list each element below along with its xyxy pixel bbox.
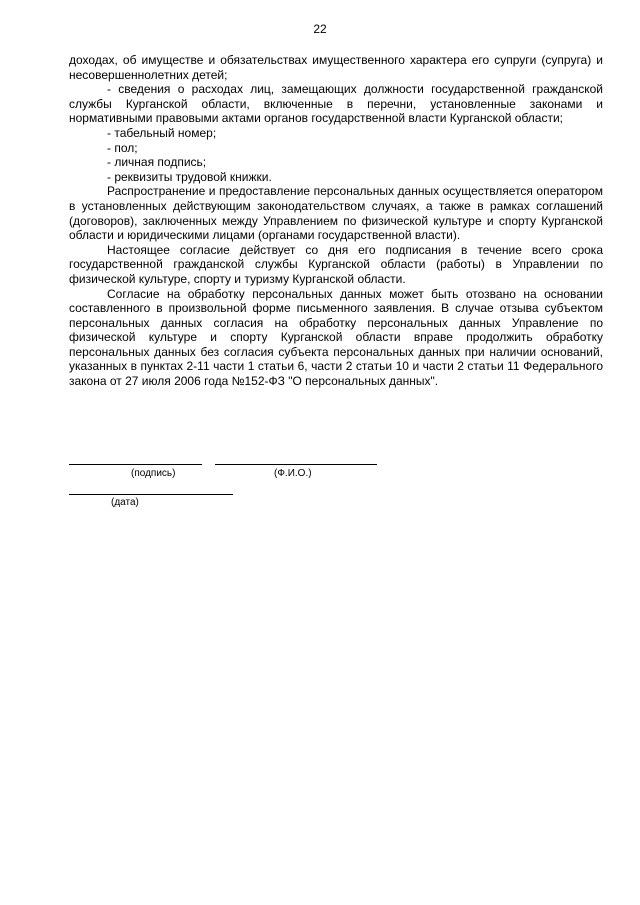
paragraph-validity: Настоящее согласие действует со дня его подписания в течение всего срока государственной гражданской службы Курганской области (работы) в Управлении по физической культуре, спорту и туризму Курганской области.: [69, 242, 603, 286]
list-item-workbook: - реквизиты трудовой книжки.: [107, 169, 272, 184]
full-name-label: (Ф.И.О.): [274, 468, 312, 479]
signature-line: [69, 464, 202, 465]
page-number: 22: [313, 22, 327, 36]
document-body: [69, 53, 603, 389]
full-name-line: [215, 464, 377, 465]
paragraph-distribution: Распространение и предоставление персональных данных осуществляется оператором в установленных действующим законодательством случаях, а также в рамках соглашений (договоров), заключенных между Управлением по физической культуре и спорту Курганской области и юридическими лицами (органами государственной власти).: [69, 184, 603, 243]
paragraph-continuation: доходах, об имуществе и обязательствах имущественного характера его супруги (супруга) и несовершеннолетних детей;: [69, 53, 603, 82]
list-item-signature: - личная подпись;: [107, 155, 207, 170]
date-label: (дата): [111, 497, 139, 508]
signature-label: (подпись): [131, 468, 176, 479]
list-item-personnel-number: - табельный номер;: [107, 125, 217, 140]
paragraph-revocation: Согласие на обработку персональных данных может быть отозвано на основании составленного в произвольной форме письменного заявления. В случае отзыва субъектом персональных данных согласия на обработку персональных данных Управление по физической культуре и спорту Курганской области вправе продолжить обработку персональных данных без согласия субъекта персональных данных при наличии оснований, указанных в пунктах 2-11 части 1 статьи 6, части 2 статьи 10 и части 2 статьи 11 Федерального закона от 27 июля 2006 года №152-ФЗ "О персональных данных".: [69, 286, 603, 389]
list-item-expenses: - сведения о расходах лиц, замещающих должности государственной гражданской службы Курганской области, включенные в перечни, установленные законами и нормативными правовыми актами органов государственной власти Курганской области;: [69, 82, 603, 126]
list-item-gender: - пол;: [107, 140, 138, 155]
date-line: [69, 494, 233, 495]
